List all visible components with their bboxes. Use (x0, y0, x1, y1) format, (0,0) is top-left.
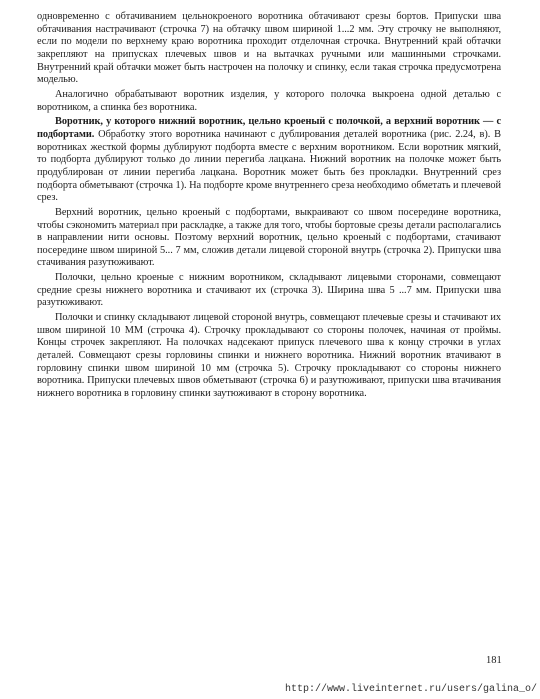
paragraph-1 (37, 11, 501, 87)
paragraph-3-heading: Воротник, у которого нижний воротник, цельно кроеный с полочкой, а верхний воротник — с подбортами. (37, 116, 501, 140)
watermark-url: http://www.liveinternet.ru/users/galina_o/ (284, 684, 537, 695)
page-number: 181 (486, 655, 502, 666)
paragraph-2-text: Аналогично обрабатывают воротник изделия, у которого полочка выкроена одной деталью с воротником, а спинка без воротника. (37, 88, 501, 113)
paragraph-5 (37, 272, 501, 310)
paragraph-3 (37, 116, 501, 205)
page-body (37, 11, 501, 403)
paragraph-1-text: одновременно с обтачиванием цельнокроеного воротника обтачивают срезы бортов. Припуски шва обтачивания настрачивают (строчка 7) на обтачку швом шириной 1...2 мм. Эту строчку не выполняют, если по модели по верхнему краю воротника проходит отделочная строчка. Внутренний край обтачки закрепляют на припусках плечевых швов и на вытачках ручными или машинными строчками. Внутренний край обтачки может быть настрочен на полочку и спинку, если такая строчка предусмотрена моделью. (37, 11, 501, 86)
paragraph-6-text: Полочки и спинку складывают лицевой стороной внутрь, совмещают плечевые срезы и стачивают их швом шириной 10 ММ (строчка 4). Строчку прокладывают со стороны полочек, начиная от проймы. Концы строчек закрепляют. На полочках надсекают припуск плечевого шва к концу строчки в углах деталей. Совмещают срезы горловины спинки и нижнего воротника. Нижний воротник втачивают в горловину спинки швом шириной 10 мм (строчка 5). Строчку прокладывают со стороны нижнего воротника. Припуски плечевых швов обметывают (строчка 6) и разутюживают, припуски шва втачивания нижнего воротника в горловину спинки заутюживают в сторону воротника. (37, 312, 501, 400)
paragraph-2 (37, 89, 501, 114)
paragraph-6 (37, 312, 501, 401)
paragraph-4-text: Верхний воротник, цельно кроеный с подбортами, выкраивают со швом посередине воротника, чтобы сэкономить материал при раскладке, а также для того, чтобы бортовые срезы детали располагались в направлении нити основы. Поэтому верхний воротник, цельно кроеный с подбортами, стачивают посередине швом шириной 5... 7 мм, сложив детали лицевой стороной внутрь (строчка 2). Припуски шва стачивания разутюживают. (37, 206, 501, 269)
paragraph-3-text: Обработку этого воротника начинают с дублирования деталей воротника (рис. 2.24, в). В воротниках жесткой формы дублируют подборта вместе с верхним воротником. Если воротник мягкий, то подборта дублируют только до линии перегиба лацкана. Нижний воротник на полочке может быть продублирован от линии перегиба лацкана. Воротник может быть без прокладки. Внутренний срез подборта обметывают (строчка 1). На подборте кроме внутреннего среза необходимо обметать и плечевой срез. (37, 128, 501, 204)
paragraph-4 (37, 207, 501, 270)
paragraph-5-text: Полочки, цельно кроеные с нижним воротником, складывают лицевыми сторонами, совмещают средние срезы нижнего воротника и стачивают их (строчка 3). Ширина шва 5 ...7 мм. Припуски шва разутюживают. (37, 272, 501, 309)
